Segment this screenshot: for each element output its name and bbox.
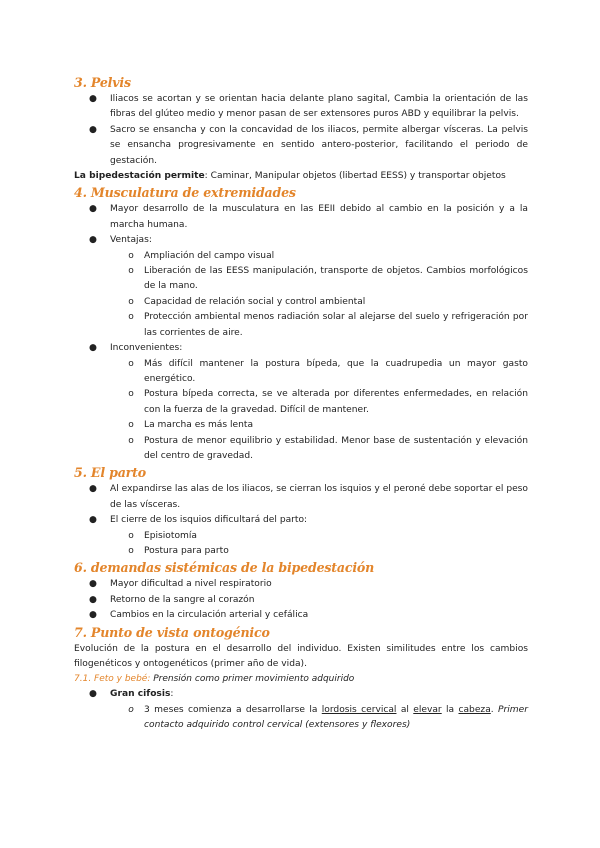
ontogenico-list: [74, 687, 528, 702]
bullet-icon: ●: [89, 484, 97, 495]
bullet-icon: ●: [89, 124, 97, 135]
list-item: o Postura de menor equilibrio y estabilidad. Menor base de sustentación y elevación del centro de gravedad.: [74, 434, 528, 465]
bipedestacion-permite: La bipedestación permite: Caminar, Manipular objetos (libertad EESS) y transportar objetos: [74, 171, 506, 182]
bullet-icon: ●: [89, 204, 97, 215]
circle-bullet-icon: o: [128, 389, 134, 400]
list-item: o Postura bípeda correcta, se ve alterada por diferentes enfermedades, en relación con la fuerza de la gravedad. Difícil de mantener.: [74, 387, 528, 418]
list-item: o 3 meses comienza a desarrollarse la lordosis cervical al elevar la cabeza. Primer contacto adquirido control cervical (extensores y flexores): [74, 703, 528, 734]
bullet-icon: ●: [89, 94, 97, 104]
ventajas-list: [74, 249, 528, 341]
pelvis-list: [74, 92, 528, 169]
parto-sublist: [74, 529, 528, 560]
circle-bullet-icon: o: [128, 704, 134, 715]
heading-musculatura: 4. Musculatura de extremidades: [74, 185, 296, 201]
circle-bullet-icon: o: [128, 266, 134, 277]
document-content: [74, 74, 528, 734]
list-item: o Postura para parto: [74, 544, 528, 559]
circle-bullet-icon: o: [128, 420, 134, 431]
list-item: ● Iliacos se acortan y se orientan hacia delante plano sagital, Cambia la orientación de las fibras del glúteo medio y menor pasan de ser extensores puros ABD y equilibrar la pelvis.: [89, 94, 528, 120]
demandas-list: [74, 577, 528, 623]
bullet-icon: ●: [89, 689, 97, 700]
ontogenico-intro: Evolución de la postura en el desarrollo del individuo. Existen similitudes entre los cambios filogenéticos y ontogenéticos (primer año de vida).: [74, 643, 528, 669]
list-item-ventajas: ● Ventajas:: [74, 233, 528, 248]
heading-demandas: 6. demandas sistémicas de la bipedestación: [74, 560, 375, 576]
list-item-inconvenientes: ● Inconvenientes:: [74, 341, 528, 356]
parto-list: [74, 482, 528, 528]
circle-bullet-icon: o: [128, 250, 134, 261]
heading-ontogenico: 7. Punto de vista ontogénico: [74, 624, 270, 640]
circle-bullet-icon: o: [128, 296, 134, 307]
heading-pelvis: 3. Pelvis: [74, 75, 131, 90]
circle-bullet-icon: o: [128, 312, 134, 323]
list-item: ● Cambios en la circulación arterial y cefálica: [74, 608, 528, 623]
list-item: ● El cierre de los isquios dificultará del parto:: [74, 513, 528, 528]
list-item: ● Mayor desarrollo de la musculatura en las EEII debido al cambio en la posición y a la marcha humana.: [89, 204, 528, 230]
list-item: ● Sacro se ensancha y con la concavidad de los iliacos, permite albergar vísceras. La pelvis se ensancha progresivamente en sentido antero-posterior, facilitando el periodo de gestación.: [89, 124, 528, 166]
subheading-feto-bebe: 7.1. Feto y bebé: Prensión como primer movimiento adquirido: [74, 674, 355, 685]
list-item: ● Al expandirse las alas de los iliacos, se cierran los isquios y el peroné debe soportar el peso de las vísceras.: [89, 484, 528, 510]
bullet-icon: ●: [89, 235, 97, 246]
bullet-icon: ●: [89, 579, 97, 590]
bullet-icon: ●: [89, 343, 97, 354]
list-item: o Más difícil mantener la postura bípeda, que la cuadrupedia un mayor gasto energético.: [74, 357, 528, 388]
bullet-icon: ●: [89, 515, 97, 526]
inconvenientes-header-list: [74, 341, 528, 356]
list-item: ● Mayor dificultad a nivel respiratorio: [74, 577, 528, 592]
list-item-gran-cifosis: ● Gran cifosis:: [74, 687, 528, 702]
circle-bullet-icon: o: [128, 530, 134, 541]
ontogenico-sublist: [74, 703, 528, 734]
list-item: o Protección ambiental menos radiación solar al alejarse del suelo y refrigeración por las corrientes de aire.: [74, 310, 528, 341]
circle-bullet-icon: o: [128, 358, 134, 369]
inconvenientes-list: [74, 357, 528, 465]
bullet-icon: ●: [89, 610, 97, 621]
list-item: ● Retorno de la sangre al corazón: [74, 593, 528, 608]
heading-parto: 5. El parto: [74, 465, 146, 481]
musculatura-list: [74, 202, 528, 248]
list-item: o La marcha es más lenta: [74, 418, 528, 433]
bullet-icon: ●: [89, 594, 97, 605]
list-item: o Liberación de las EESS manipulación, transporte de objetos. Cambios morfológicos de la mano.: [74, 264, 528, 295]
circle-bullet-icon: o: [128, 545, 134, 556]
list-item: o Episiotomía: [74, 529, 528, 544]
list-item: o Capacidad de relación social y control ambiental: [74, 295, 528, 310]
list-item: o Ampliación del campo visual: [74, 249, 528, 264]
circle-bullet-icon: o: [128, 435, 134, 446]
